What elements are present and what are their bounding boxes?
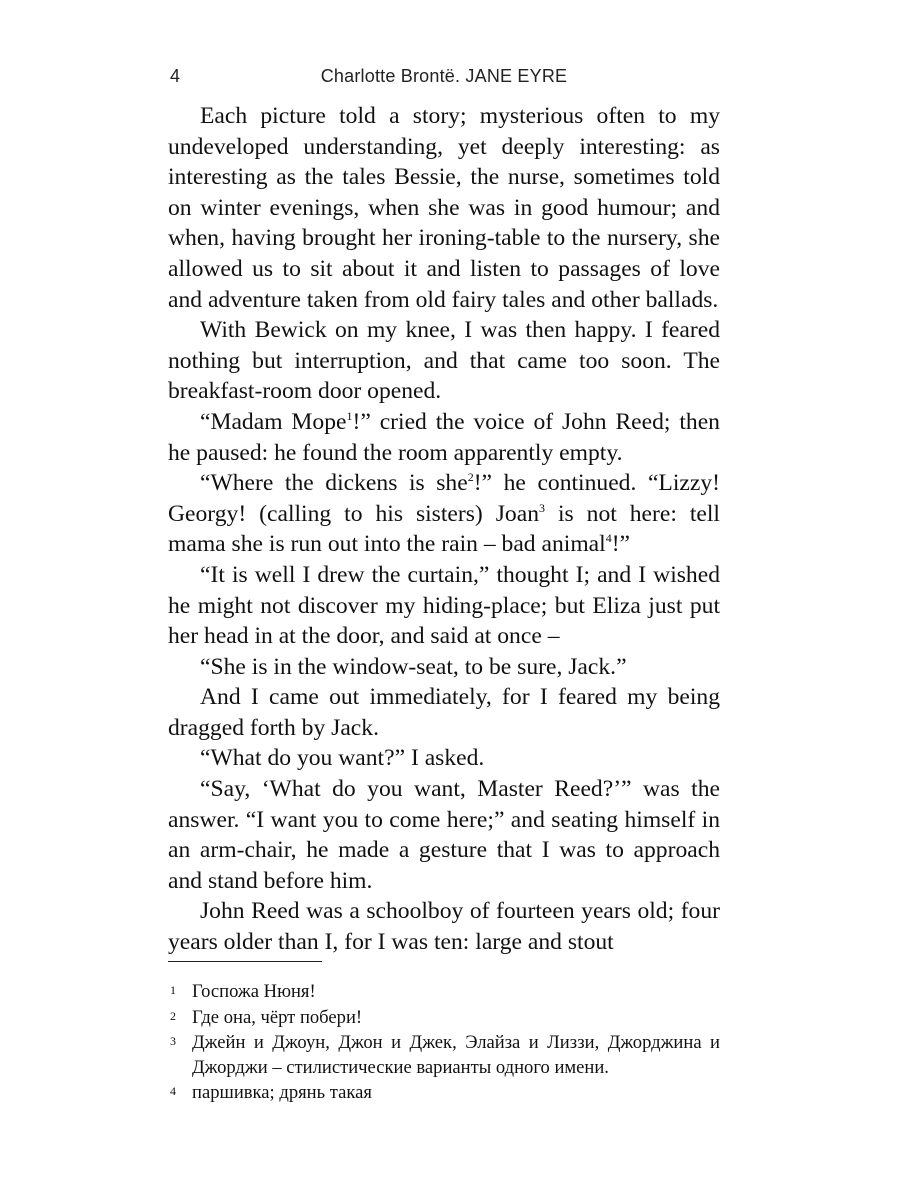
paragraph <box>168 560 720 652</box>
body-text <box>168 101 720 958</box>
footnote-marker: 3 <box>170 1034 176 1049</box>
footnote <box>168 1006 720 1031</box>
footnote-text: паршивка; дрянь такая <box>192 1082 372 1104</box>
page-number: 4 <box>170 66 181 86</box>
paragraph <box>168 743 720 774</box>
paragraph <box>168 774 720 896</box>
paragraph <box>168 101 720 315</box>
footnote-text: Где она, чёрт побери! <box>192 1006 363 1028</box>
text-run: “Say, ‘What do you want, Master Reed?’” was the answer. “I want you to come here;” and seating himself in an arm-chair, he made a gesture that I was to approach and stand before him. <box>168 776 720 894</box>
paragraph <box>168 682 720 743</box>
text-run: “What do you want?” I asked. <box>200 745 485 772</box>
page-header <box>168 62 720 92</box>
text-run: !” cried the voice of John Reed; then he paused: he found the room apparently empty. <box>168 408 720 466</box>
footnote <box>168 1081 720 1106</box>
paragraph <box>168 652 720 683</box>
text-run: !” <box>611 531 631 558</box>
footnote-marker: 4 <box>170 1084 176 1099</box>
footnote-reference: 1 <box>346 408 353 423</box>
paragraph <box>168 407 720 468</box>
text-run: “Where the dickens is she <box>200 470 468 497</box>
footnote-reference: 2 <box>467 470 474 485</box>
footnote-text: Госпожа Нюня! <box>192 981 316 1002</box>
text-run: “She is in the window-seat, to be sure, Jack.” <box>200 653 627 680</box>
footnote-divider <box>168 961 322 962</box>
running-title: Charlotte Brontë. JANE EYRE <box>320 66 568 86</box>
text-run: !” he continued. “Lizzy! Georgy! (calling to his sisters) Joan <box>168 470 720 527</box>
text-run: “Madam Mope <box>200 408 347 435</box>
footnote-reference: 3 <box>539 500 545 515</box>
footnote-marker: 1 <box>170 983 176 997</box>
footnote-text: Джейн и Джоун, Джон и Джек, Элайза и Лиззи, Джорджина и Джорджи – стилистические варианты одного имени. <box>192 1032 720 1078</box>
footnote <box>168 1031 720 1080</box>
footnotes <box>168 980 720 1107</box>
text-run: John Reed was a schoolboy of fourteen years old; four years older than I, for I was ten: large and stout <box>168 898 720 956</box>
text-run: Each picture told a story; mysterious often to my undeveloped understanding, yet deeply interesting: as interesting as the tales Bessie, the nurse, sometimes told on winter evenings, when she was in good humour; and when, having brought her ironing-table to the nursery, she allowed us to sit about it and listen to passages of love and adventure taken from old fairy tales and other ballads. <box>168 103 720 313</box>
text-run: is not here: tell mama she is run out into the rain – bad animal <box>168 500 720 558</box>
footnote-reference: 4 <box>605 531 612 546</box>
paragraph <box>168 896 720 957</box>
text-run: With Bewick on my knee, I was then happy. I feared nothing but interruption, and that came too soon. The breakfast-room door opened. <box>168 317 720 405</box>
paragraph <box>168 468 720 560</box>
text-run: “It is well I drew the curtain,” thought I; and I wished he might not discover my hiding-place; but Eliza just put her head in at the door, and said at once – <box>168 561 720 650</box>
footnote-marker: 2 <box>170 1008 176 1023</box>
footnote <box>168 980 720 1005</box>
paragraph <box>168 315 720 407</box>
text-run: And I came out immediately, for I feared my being dragged forth by Jack. <box>168 684 720 741</box>
